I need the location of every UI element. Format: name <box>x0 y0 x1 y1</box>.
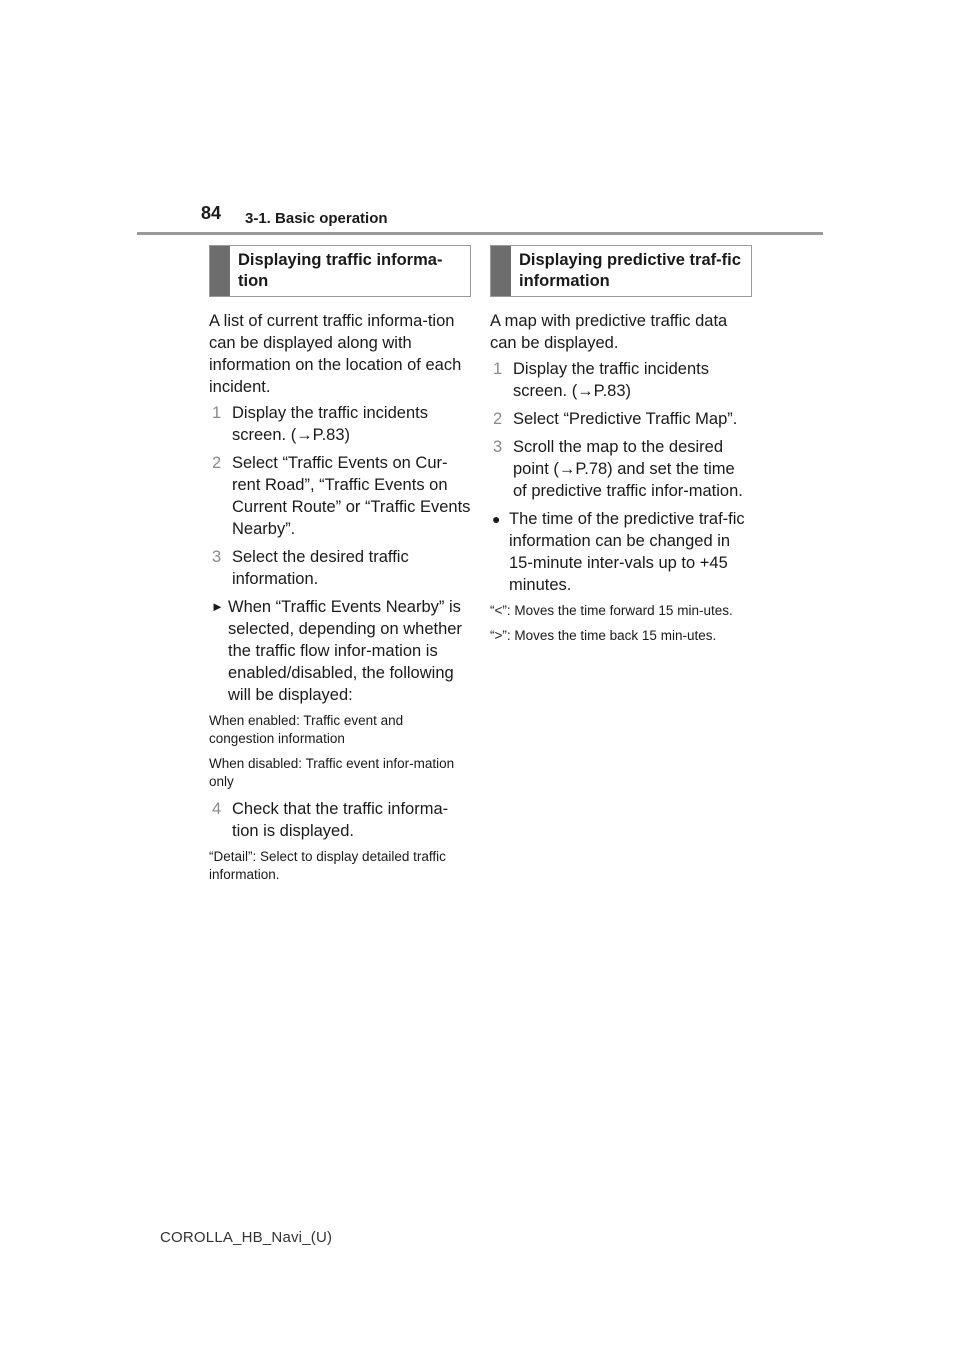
bullet-text: When “Traffic Events Nearby” is selected, depending on whether the traffic flow infor-mation is enabled/disabled, the following will be displayed: <box>228 598 462 704</box>
left-heading-box <box>209 245 471 297</box>
left-step-2 <box>209 452 471 540</box>
left-step-1 <box>209 402 471 446</box>
right-note-forward: “<”: Moves the time forward 15 min-utes. <box>490 603 733 618</box>
bullet-text: The time of the predictive traf-fic information can be changed in 15-minute inter-vals up to +45 minutes. <box>509 510 745 594</box>
step-text: Display the traffic incidents screen. (→P.83) <box>513 360 709 400</box>
heading-bar <box>210 246 230 296</box>
left-column <box>209 245 471 891</box>
left-heading: Displaying traffic informa-tion <box>238 251 443 290</box>
right-step-3 <box>490 436 752 502</box>
step-number: 3 <box>212 548 222 566</box>
step-number: 2 <box>493 410 503 428</box>
step-text: Select “Traffic Events on Cur-rent Road”, “Traffic Events on Current Route” or “Traffic Events Nearby”. <box>232 454 471 538</box>
step-text: Scroll the map to the desired point (→P.78) and set the time of predictive traffic infor-mation. <box>513 438 743 500</box>
step-number: 4 <box>212 800 222 818</box>
step-text: Select the desired traffic information. <box>232 548 409 588</box>
left-note-enabled: When enabled: Traffic event and congestion information <box>209 713 404 746</box>
right-bullet <box>490 508 752 596</box>
right-note-back: “>”: Moves the time back 15 min-utes. <box>490 628 717 643</box>
step-number: 1 <box>493 360 503 378</box>
filled-circle-icon: ● <box>492 511 501 527</box>
right-step-1 <box>490 358 752 402</box>
document-id: COROLLA_HB_Navi_(U) <box>160 1229 333 1246</box>
left-note-disabled: When disabled: Traffic event infor-mation only <box>209 756 455 789</box>
step-number: 3 <box>493 438 503 456</box>
step-text: Display the traffic incidents screen. (→P.83) <box>232 404 428 444</box>
step-text: Check that the traffic informa-tion is displayed. <box>232 800 449 840</box>
right-heading: Displaying predictive traf-fic information <box>519 251 741 290</box>
right-intro: A map with predictive traffic data can be displayed. <box>490 312 728 352</box>
left-step-3 <box>209 546 471 590</box>
page-number: 84 <box>201 203 222 223</box>
step-number: 2 <box>212 454 222 472</box>
step-number: 1 <box>212 404 222 422</box>
right-column <box>490 245 752 652</box>
right-step-2 <box>490 408 752 430</box>
right-heading-box <box>490 245 752 297</box>
heading-bar <box>491 246 511 296</box>
left-note-detail: “Detail”: Select to display detailed traffic information. <box>209 849 446 882</box>
left-step-4 <box>209 798 471 842</box>
triangle-right-icon: ► <box>211 599 224 614</box>
step-text: Select “Predictive Traffic Map”. <box>513 410 738 428</box>
header-rule <box>137 232 823 235</box>
left-bullet <box>209 596 471 706</box>
section-title: 3-1. Basic operation <box>245 210 388 227</box>
left-intro: A list of current traffic informa-tion can be displayed along with information on the location of each incident. <box>209 312 462 396</box>
